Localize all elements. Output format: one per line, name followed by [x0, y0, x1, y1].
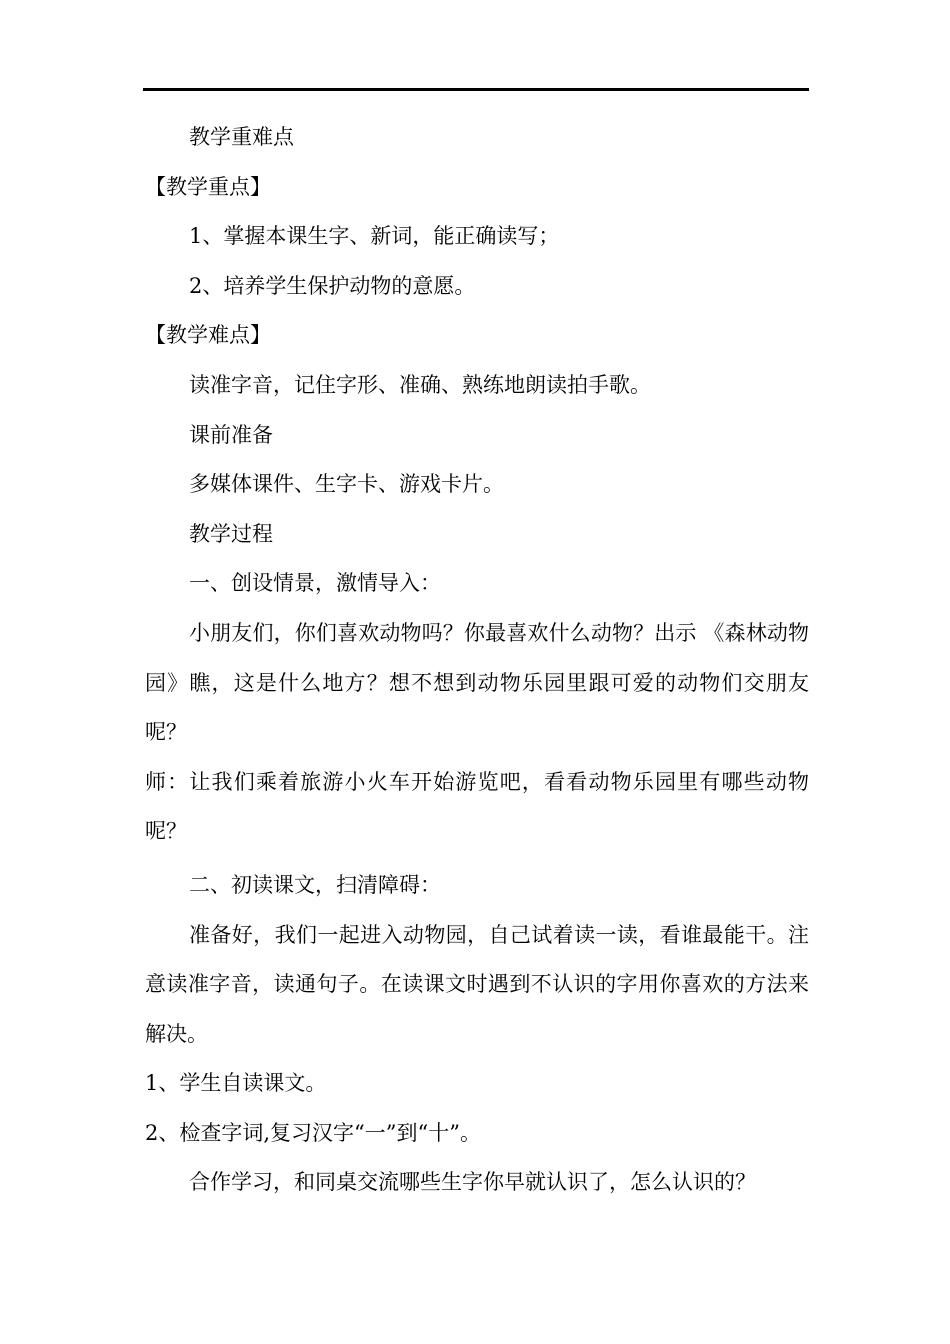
step-1-heading: 一、创设情景，激情导入：	[189, 571, 441, 596]
cooperative-learning: 合作学习，和同桌交流哪些生字你早就认识了，怎么认识的？	[189, 1170, 756, 1195]
key-point-2: 2、培养学生保护动物的意愿。	[189, 273, 476, 298]
difficult-point-1: 读准字音，记住字形、准确、熟练地朗读拍手歌。	[189, 372, 651, 397]
document-body	[145, 113, 809, 1208]
key-difficult-points-heading: 教学重难点	[189, 125, 294, 149]
difficult-points-label: 【教学难点】	[145, 323, 271, 348]
step-2-intro: 准备好，我们一起进入动物园，自己试着读一读，看谁最能干。注意读准字音，读通句子。在读课文时遇到不认识的字用你喜欢的方法来解决。	[145, 922, 809, 1046]
step-2-item-1: 1、学生自读课文。	[145, 1071, 327, 1096]
preparation-items: 多媒体课件、生字卡、游戏卡片。	[189, 472, 504, 497]
key-points-label: 【教学重点】	[145, 174, 271, 199]
key-point-1: 1、掌握本课生字、新词，能正确读写；	[189, 224, 560, 249]
step-2-heading: 二、初读课文，扫清障碍：	[189, 872, 441, 897]
process-heading: 教学过程	[189, 521, 273, 546]
step-1-intro: 小朋友们，你们喜欢动物吗？你最喜欢什么动物？出示 《森林动物园》瞧，这是什么地方？想不想到动物乐园里跟可爱的动物们交朋友呢？	[145, 620, 809, 745]
step-2-item-2: 2、检查字词,复习汉字“一”到“十”。	[145, 1120, 481, 1145]
header-rule	[143, 88, 809, 91]
teacher-line: 师：让我们乘着旅游小火车开始游览吧，看看动物乐园里有哪些动物呢？	[145, 769, 809, 844]
preparation-heading: 课前准备	[189, 422, 273, 447]
